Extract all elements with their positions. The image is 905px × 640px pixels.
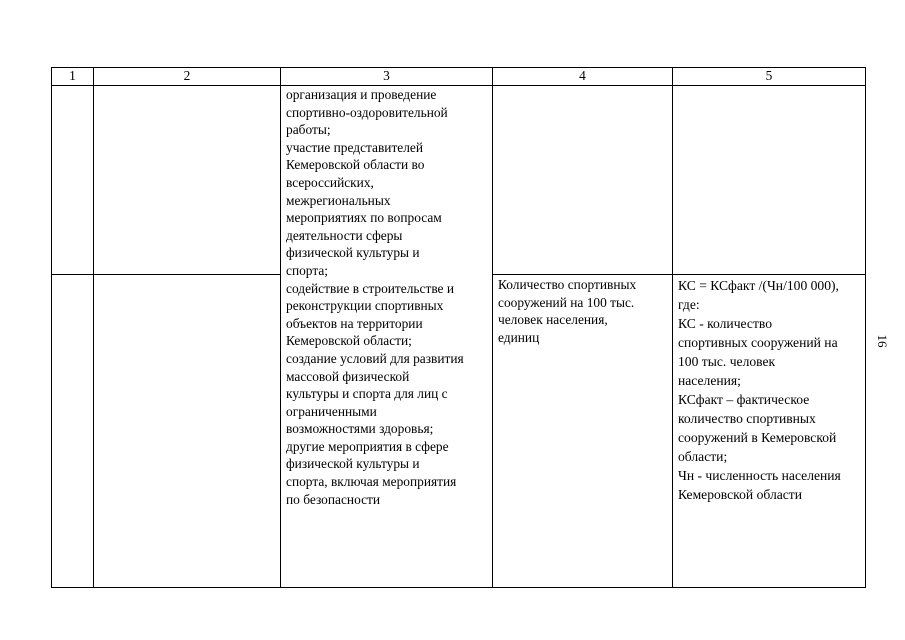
formula-text: КС = КСфакт /(Чн/100 000), где: КС - количество спортивных сооружений на 100 тыс. человек населения; КСфакт – фактическое количество спортивных сооружений в Кемеровской области; Чн - численность населения Кемеровской области [678,278,841,502]
header-col-2: 2 [94,68,281,86]
row1-col5-cell [673,86,866,275]
row2-col5-cell [673,275,866,588]
row1-col2-cell [94,86,281,275]
indicator-table [51,67,866,588]
page-number: 16 [875,334,890,348]
row2-col1-cell [52,275,94,588]
measures-text: организация и проведение спортивно-оздоровительной работы; участие представителей Кемеровской области во всероссийских, межрегиональных мероприятиях по вопросам деятельности сферы физической культуры и спорта; содействие в строительстве и реконструкции спортивных объектов на территории Кемеровской области; создание условий для развития массовой физической культуры и спорта для лиц с ограниченными возможностями здоровья; другие мероприятия в сфере физической культуры и спорта, включая мероприятия по безопасности [286,87,464,507]
header-col-3: 3 [281,68,493,86]
header-col-5: 5 [673,68,866,86]
row1-col4-cell [493,86,673,275]
row-col3-cell [281,86,493,588]
row2-col4-cell [493,275,673,588]
header-col-4: 4 [493,68,673,86]
indicator-name-text: Количество спортивных сооружений на 100 тыс. человек населения, единиц [498,277,637,345]
header-row [52,68,866,86]
table-row [52,86,866,275]
header-col-1: 1 [52,68,94,86]
row2-col2-cell [94,275,281,588]
row1-col1-cell [52,86,94,275]
